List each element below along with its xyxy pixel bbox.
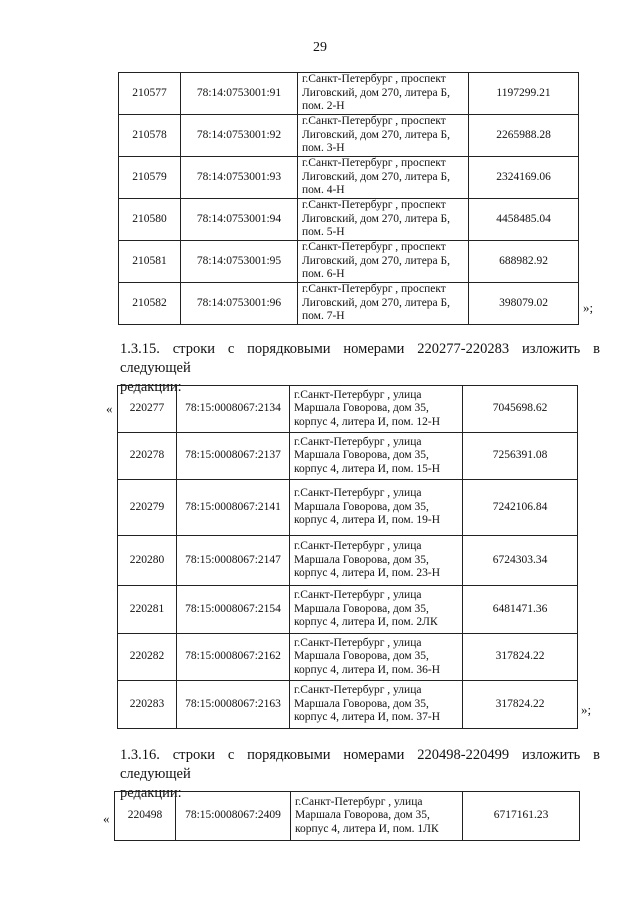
table-row: [118, 536, 578, 586]
row-number: 210578: [119, 115, 181, 157]
cadastral-number: 78:14:0753001:94: [181, 199, 298, 241]
address: г.Санкт-Петербург , проспект Лиговский, дом 270, литера Б, пом. 7-Н: [298, 283, 469, 325]
table-row: [119, 283, 579, 325]
address: г.Санкт-Петербург , проспект Лиговский, дом 270, литера Б, пом. 2-Н: [298, 73, 469, 115]
cadastral-value: 1197299.21: [469, 73, 579, 115]
address: г.Санкт-Петербург , улица Маршала Говорова, дом 35, корпус 4, литера И, пом. 12-Н: [290, 386, 463, 433]
closing-quote-1: »;: [583, 300, 594, 315]
cadastral-value: 2324169.06: [469, 157, 579, 199]
cadastral-value: 317824.22: [463, 634, 578, 681]
table-row: [115, 792, 580, 841]
table-row: [119, 73, 579, 115]
row-number: 220279: [118, 480, 177, 536]
address: г.Санкт-Петербург , проспект Лиговский, дом 270, литера Б, пом. 4-Н: [298, 157, 469, 199]
row-number: 220498: [115, 792, 176, 841]
row-number: 210579: [119, 157, 181, 199]
cadastral-value: 317824.22: [463, 681, 578, 729]
table-row: [118, 681, 578, 729]
cadastral-value: 4458485.04: [469, 199, 579, 241]
clause-text-line: редакции:: [120, 379, 182, 395]
clause-text-line: 1.3.15. строки с порядковыми номерами 220277-220283 изложить в следующей: [120, 341, 600, 376]
register-table-3: [114, 791, 580, 841]
table-row: [119, 241, 579, 283]
address: г.Санкт-Петербург , улица Маршала Говорова, дом 35, корпус 4, литера И, пом. 37-Н: [290, 681, 463, 729]
cadastral-value: 6481471.36: [463, 586, 578, 634]
page-number: 29: [313, 40, 327, 55]
table-row: [119, 199, 579, 241]
table-row: [118, 480, 578, 536]
cadastral-number: 78:15:0008067:2147: [177, 536, 290, 586]
address: г.Санкт-Петербург , улица Маршала Говорова, дом 35, корпус 4, литера И, пом. 36-Н: [290, 634, 463, 681]
row-number: 220283: [118, 681, 177, 729]
cadastral-number: 78:14:0753001:92: [181, 115, 298, 157]
cadastral-number: 78:14:0753001:96: [181, 283, 298, 325]
table-row: [118, 386, 578, 433]
cadastral-value: 7045698.62: [463, 386, 578, 433]
clause-text-line: 1.3.16. строки с порядковыми номерами 220498-220499 изложить в следующей: [120, 747, 600, 782]
address: г.Санкт-Петербург , проспект Лиговский, дом 270, литера Б, пом. 3-Н: [298, 115, 469, 157]
cadastral-number: 78:15:0008067:2137: [177, 433, 290, 480]
cadastral-value: 688982.92: [469, 241, 579, 283]
cadastral-number: 78:15:0008067:2134: [177, 386, 290, 433]
row-number: 210581: [119, 241, 181, 283]
cadastral-value: 6724303.34: [463, 536, 578, 586]
cadastral-number: 78:14:0753001:93: [181, 157, 298, 199]
register-table-2: [117, 385, 578, 729]
table-row: [118, 433, 578, 480]
cadastral-number: 78:15:0008067:2409: [176, 792, 291, 841]
row-number: 210582: [119, 283, 181, 325]
opening-quote-2: «: [106, 401, 113, 416]
row-number: 210580: [119, 199, 181, 241]
cadastral-number: 78:15:0008067:2154: [177, 586, 290, 634]
address: г.Санкт-Петербург , улица Маршала Говорова, дом 35, корпус 4, литера И, пом. 23-Н: [290, 536, 463, 586]
register-table-1: [118, 72, 579, 325]
cadastral-value: 7242106.84: [463, 480, 578, 536]
cadastral-value: 398079.02: [469, 283, 579, 325]
cadastral-value: 2265988.28: [469, 115, 579, 157]
row-number: 210577: [119, 73, 181, 115]
table-row: [118, 586, 578, 634]
table-row: [119, 157, 579, 199]
closing-quote-2: »;: [581, 702, 592, 717]
opening-quote-3: «: [103, 811, 110, 826]
address: г.Санкт-Петербург , улица Маршала Говорова, дом 35, корпус 4, литера И, пом. 1ЛК: [291, 792, 463, 841]
address: г.Санкт-Петербург , проспект Лиговский, дом 270, литера Б, пом. 6-Н: [298, 241, 469, 283]
row-number: 220281: [118, 586, 177, 634]
row-number: 220282: [118, 634, 177, 681]
address: г.Санкт-Петербург , улица Маршала Говорова, дом 35, корпус 4, литера И, пом. 15-Н: [290, 433, 463, 480]
cadastral-number: 78:14:0753001:95: [181, 241, 298, 283]
address: г.Санкт-Петербург , улица Маршала Говорова, дом 35, корпус 4, литера И, пом. 2ЛК: [290, 586, 463, 634]
address: г.Санкт-Петербург , проспект Лиговский, дом 270, литера Б, пом. 5-Н: [298, 199, 469, 241]
cadastral-number: 78:14:0753001:91: [181, 73, 298, 115]
cadastral-number: 78:15:0008067:2162: [177, 634, 290, 681]
cadastral-value: 7256391.08: [463, 433, 578, 480]
table-row: [118, 634, 578, 681]
clause-text-line: редакции:: [120, 785, 182, 801]
row-number: 220280: [118, 536, 177, 586]
cadastral-number: 78:15:0008067:2163: [177, 681, 290, 729]
row-number: 220277: [118, 386, 177, 433]
cadastral-value: 6717161.23: [463, 792, 580, 841]
row-number: 220278: [118, 433, 177, 480]
cadastral-number: 78:15:0008067:2141: [177, 480, 290, 536]
address: г.Санкт-Петербург , улица Маршала Говорова, дом 35, корпус 4, литера И, пом. 19-Н: [290, 480, 463, 536]
table-row: [119, 115, 579, 157]
